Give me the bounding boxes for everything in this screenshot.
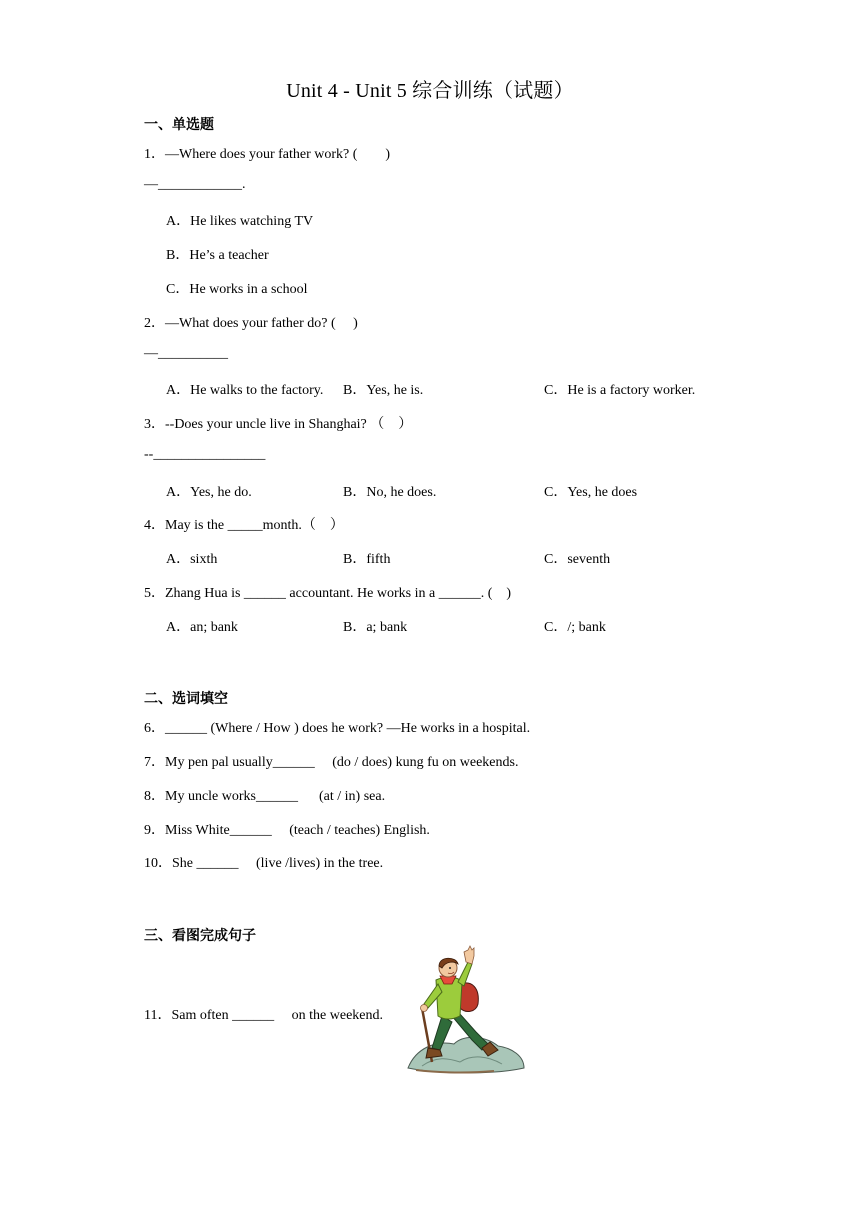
question-3-option-b: B．No, he does. bbox=[343, 485, 437, 500]
question-5-option-c: C．/; bank bbox=[544, 620, 606, 635]
question-4-stem: 4．May is the _____month.（ ） bbox=[144, 518, 344, 533]
question-2-option-c: C．He is a factory worker. bbox=[544, 383, 696, 398]
question-2-stem: 2．—What does your father do? ( ) bbox=[144, 316, 358, 331]
question-10: 10．She ______ (live /lives) in the tree. bbox=[144, 856, 384, 871]
section-heading-word-choice: 二、选词填空 bbox=[144, 691, 228, 707]
question-5-option-b: B．a; bank bbox=[343, 620, 408, 635]
question-4-option-b: B．fifth bbox=[343, 552, 391, 567]
question-1-blank: —____________. bbox=[144, 177, 246, 192]
page-title: Unit 4 - Unit 5 综合训练（试题） bbox=[286, 80, 574, 102]
hiker-illustration bbox=[402, 944, 528, 1076]
question-4-option-c: C．seventh bbox=[544, 552, 611, 567]
question-11: 11．Sam often ______ on the weekend. bbox=[144, 1008, 383, 1023]
question-1-option-a: A．He likes watching TV bbox=[166, 214, 314, 229]
question-4-option-a: A．sixth bbox=[166, 552, 218, 567]
question-7: 7．My pen pal usually______ (do / does) kung fu on weekends. bbox=[144, 755, 519, 770]
question-3-blank: --________________ bbox=[144, 447, 266, 462]
question-3-stem: 3．--Does your uncle live in Shanghai? （ ） bbox=[144, 417, 413, 432]
question-3-option-c: C．Yes, he does bbox=[544, 485, 638, 500]
question-9: 9．Miss White______ (teach / teaches) English. bbox=[144, 823, 430, 838]
question-2-blank: —__________ bbox=[144, 346, 228, 361]
section-heading-single-choice: 一、单选题 bbox=[144, 117, 214, 133]
question-8: 8．My uncle works______ (at / in) sea. bbox=[144, 789, 386, 804]
section-heading-picture-sentences: 三、看图完成句子 bbox=[144, 928, 256, 944]
question-5-option-a: A．an; bank bbox=[166, 620, 238, 635]
question-2-option-a: A．He walks to the factory. bbox=[166, 383, 324, 398]
question-6: 6．______ (Where / How ) does he work? —He works in a hospital. bbox=[144, 721, 531, 736]
question-1-option-c: C．He works in a school bbox=[166, 282, 308, 297]
question-3-option-a: A．Yes, he do. bbox=[166, 485, 252, 500]
question-2-option-b: B．Yes, he is. bbox=[343, 383, 424, 398]
question-5-stem: 5．Zhang Hua is ______ accountant. He works in a ______. ( ) bbox=[144, 586, 512, 601]
question-1-stem: 1．—Where does your father work? ( ) bbox=[144, 147, 391, 162]
question-1-option-b: B．He’s a teacher bbox=[166, 248, 269, 263]
